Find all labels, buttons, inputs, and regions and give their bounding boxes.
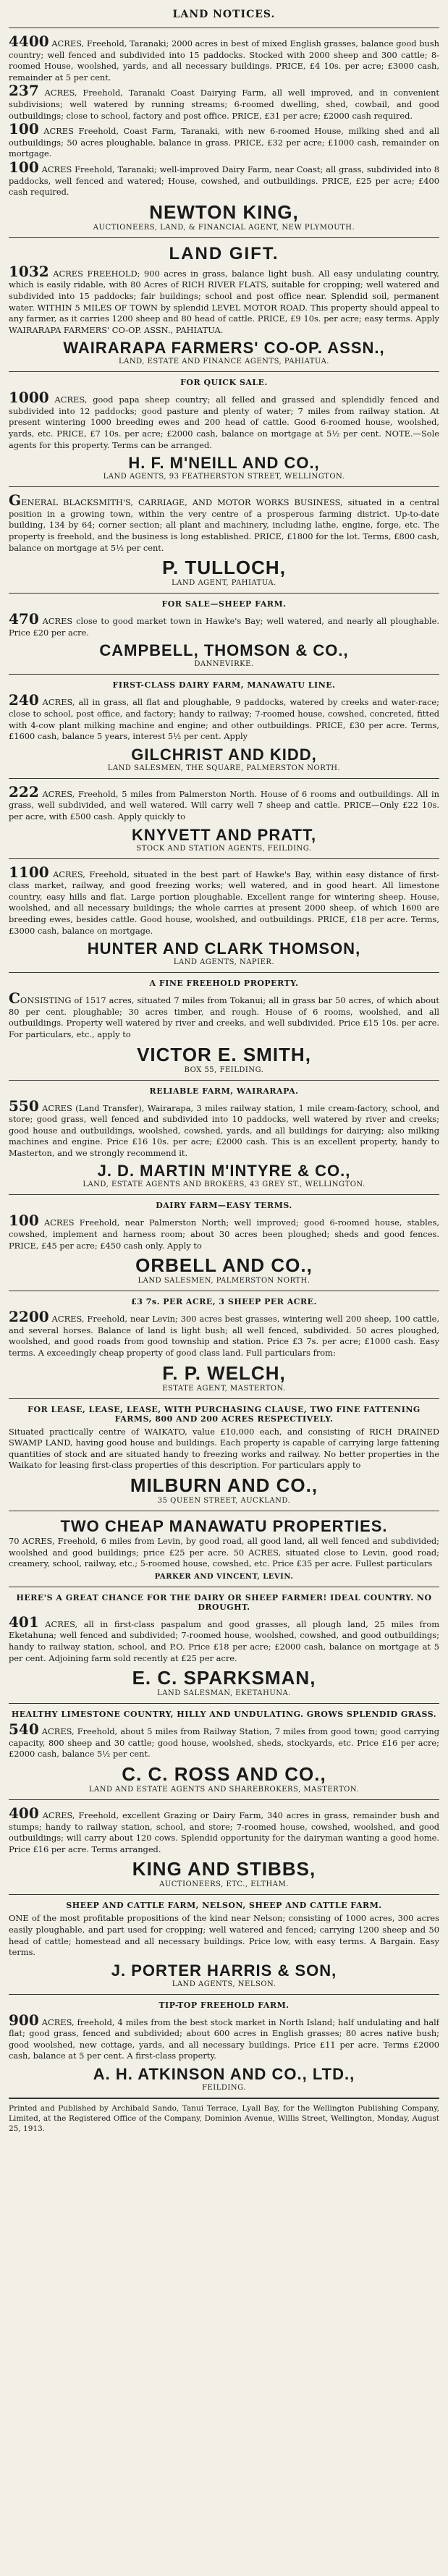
manawatu-dairy-ad	[9, 674, 439, 777]
agent-tagline: BOX 55, FEILDING.	[184, 1065, 264, 1074]
hawkes-bay-ad	[9, 858, 439, 973]
ad-title: LAND GIFT.	[169, 243, 279, 263]
ad-title: FOR LEASE, LEASE, LEASE, WITH PURCHASING CLAUSE, TWO FINE FATTENING FARMS, 800 AND 200 ACRES RESPECTIVELY.	[28, 1404, 420, 1424]
agent-name: NEWTON KING,	[149, 200, 299, 223]
agent-tagline: AUCTIONEERS, ETC., ELTHAM.	[159, 1880, 289, 1889]
ad-title: DAIRY FARM—EASY TERMS.	[156, 1201, 292, 1211]
listing: 1100 ACRES, Freehold, situated in the best part of Hawke's Bay, within easy distance of first-class market, railway, and good freezing works; well watered, and in good heart. All limestone country, easy hills and flat. Large portion ploughable. Excellent range for wintering sheep. House, woolshed, and all necessary buildings; the whole carries at present 2000 sheep, of which 1600 are breeding ewes, besides cattle. Good house, woolshed, and outbuildings. PRICE, £18 per acre. Terms, £3000 cash, balance on mortgage.	[9, 863, 439, 936]
ad-title: FOR SALE—SHEEP FARM.	[161, 599, 287, 609]
tiptop-ad	[9, 1994, 439, 2098]
listing: 70 ACRES, Freehold, 6 miles from Levin, by good road, all good land, all well fenced and subdivided; woolshed and good buildings; price £25 per acre. 50 ACRES, situated close to Levin, good road; creamery, school, railway, etc.; 5-roomed house, cowshed, etc. Price £35 per acre. Fullest particulars	[9, 1536, 439, 1569]
agent-tagline: AUCTIONEERS, LAND, & FINANCIAL AGENT, NEW PLYMOUTH.	[93, 223, 355, 232]
agent-block	[9, 1162, 439, 1188]
listing: CONSISTING of 1517 acres, situated 7 miles from Tokanui; all in grass bar 50 acres, of which about 80 per cent. ploughable; 30 acres timber, and rough. House of 6 rooms, woolshed, and all outbuildings. Property well watered by river and creeks, and well subdivided. Price £15 10s. per acre. For particulars, etc., apply to	[9, 989, 439, 1039]
agent-name: ORBELL AND CO.,	[135, 1254, 313, 1277]
imprint	[9, 2098, 439, 2140]
ad-title: RELIABLE FARM, WAIRARAPA.	[149, 1086, 299, 1096]
limestone-ad	[9, 1703, 439, 1799]
eltham-ad	[9, 1799, 439, 1894]
listing-3: 100 ACRES Freehold, Coast Farm, Taranaki, with new 6-roomed House, milking shed and all outbuildings; 50 acres ploughable, balance in grass. PRICE, £32 per acre; £1000 cash, remainder on mortgage.	[9, 120, 439, 159]
agent-tagline: STOCK AND STATION AGENTS, FEILDING.	[136, 844, 312, 853]
listing: 550 ACRES (Land Transfer), Wairarapa, 3 miles railway station, 1 mile cream-factory, school, and store; good grass, well fenced and subdivided into 10 paddocks, well watered by river and creeks; good house and outbuildings, woolshed, cowshed, yards, and all buildings for dairying; also milking machines and engine. Price £16 10s. per acre; £2000 cash. This is an excellent property, handy to Masterton, and we strongly recommend it.	[9, 1097, 439, 1158]
agent-block	[9, 939, 439, 966]
listing: 540 ACRES, Freehold, about 5 miles from Railway Station, 7 miles from good town; good carrying capacity, 800 sheep and 30 cattle; good house, woolshed, sheds, stockyards, etc. Price £16 per acre; £2000 cash, balance 5½ per cent.	[9, 1720, 439, 1760]
agent-block	[9, 201, 439, 232]
agent-tagline: ESTATE AGENT, MASTERTON.	[162, 1384, 286, 1393]
agent-name: GILCHRIST AND KIDD,	[131, 745, 317, 764]
agent-tagline: LAND SALESMEN, PALMERSTON NORTH.	[138, 1277, 310, 1285]
newspaper-page	[9, 6, 439, 2564]
agent-tagline: LAND AND ESTATE AGENTS AND SHAREBROKERS, MASTERTON.	[88, 1785, 360, 1794]
agent-block	[9, 1254, 439, 1285]
agent-block	[9, 1858, 439, 1888]
imprint-text: Printed and Published by Archibald Sando, Tanui Terrace, Lyall Bay, for the Wellington Publishing Company, Limited, at the Registered Office of the Company, Dominion Avenue, Willis Street, Wellington, Monday, August 25, 1913.	[9, 2104, 439, 2134]
ad-title: TWO CHEAP MANAWATU PROPERTIES.	[60, 1517, 388, 1535]
land-gift-ad	[9, 237, 439, 372]
agent-name: KNYVETT AND PRATT,	[131, 825, 317, 844]
listing: 900 ACRES, freehold, 4 miles from the best stock market in North Island; half undulating and half flat; good grass, fenced and subdivided; about 600 acres in English grasses; 80 acres native bush; good woolshed, new cottage, yards, and all necessary buildings. Price £11 per acre. Terms £2000 cash, balance at 5 per cent. A first-class property.	[9, 2011, 439, 2061]
listing: 240 ACRES, all in grass, all flat and ploughable, 9 paddocks, watered by creeks and water-race; close to school, post office, and factory; handy to railway; 7-roomed house, cowshed, concreted, fitted with 4-cow plant milking machine and engine; and other outbuildings. PRICE, £30 per acre. Terms, £1600 cash, balance 5 years, interest 5½ per cent. Apply	[9, 691, 439, 742]
agent-block	[9, 2065, 439, 2092]
agent-tagline: LAND AGENTS, 93 FEATHERSTON STREET, WELLINGTON.	[103, 473, 345, 481]
ad-title: FOR QUICK SALE.	[180, 378, 268, 388]
ideal-country-ad	[9, 1587, 439, 1703]
newton-king-ad	[9, 28, 439, 237]
agent-block	[9, 1763, 439, 1794]
levin-sheep-ad	[9, 1291, 439, 1398]
listing: Situated practically centre of WAIKATO, value £10,000 each, and consisting of RICH DRAINED SWAMP LAND, having good house and buildings. Each property is capable of carrying large fattening quantities of stock and are situated handy to freezing works and railway. No better properties in the Waikato for leasing first-class properties of this description. For particulars apply to	[9, 1426, 439, 1471]
agent-block	[9, 826, 439, 853]
agent-block	[9, 1573, 439, 1581]
listing-2: 237 ACRES, Freehold, Taranaki Coast Dairying Farm, all well improved, and in convenient subdivisions; well watered by running streams; 6-roomed dwelling, shed, cowbail, and good outbuildings; close to school, factory and post office. PRICE, £31 per acre; £2000 cash required.	[9, 82, 439, 121]
two-manawatu-ad	[9, 1511, 439, 1587]
agent-name: F. P. WELCH,	[162, 1361, 286, 1384]
agent-name: J. PORTER HARRIS & SON,	[111, 1961, 337, 1980]
agent-tagline: LAND SALESMEN, THE SQUARE, PALMERSTON NORTH.	[107, 764, 341, 772]
agent-tagline: LAND AGENTS, NELSON.	[172, 1980, 276, 1988]
agent-name: A. H. ATKINSON AND CO., LTD.,	[93, 2065, 355, 2084]
agent-block	[9, 1667, 439, 1697]
ad-title: HEALTHY LIMESTONE COUNTRY, HILLY AND UNDULATING. GROWS SPLENDID GRASS.	[11, 1710, 437, 1720]
agent-block	[9, 1961, 439, 1988]
listing: GENERAL BLACKSMITH'S, CARRIAGE, AND MOTOR WORKS BUSINESS, situated in a central position in a growing town, within the very centre of a prosperous farming district. Up-to-date building, 134 by 64; corner section; all plant and machinery, including lathe, engine, forge, etc. The property is freehold, and the business is long established. PRICE, £1800 for the lot. Terms, £800 cash, balance on mortgage at 5½ per cent.	[9, 491, 439, 553]
agent-tagline: LAND SALESMAN, EKETAHUNA.	[157, 1689, 291, 1698]
agent-block	[9, 557, 439, 587]
agent-name: HUNTER AND CLARK THOMSON,	[87, 939, 361, 958]
ad-title: HERE'S A GREAT CHANCE FOR THE DAIRY OR SHEEP FARMER! IDEAL COUNTRY. NO DROUGHT.	[16, 1592, 432, 1612]
agent-name: J. D. MARTIN M'INTYRE & CO.,	[97, 1162, 351, 1181]
listing-4: 100 ACRES Freehold, Taranaki; well-improved Dairy Farm, near Coast; all grass, subdivided into 8 paddocks, well fenced and watered; House, cowshed, and outbuildings. PRICE, £25 per acre; £400 cash required.	[9, 158, 439, 198]
agent-tagline: LAND AGENTS, NAPIER.	[173, 958, 275, 967]
agent-name: WAIRARAPA FARMERS' CO-OP. ASSN.,	[63, 339, 385, 358]
ad-title: A FINE FREEHOLD PROPERTY.	[149, 979, 299, 989]
agent-tagline: LAND AGENT, PAHIATUA.	[172, 579, 276, 588]
sheep-farm-ad	[9, 593, 439, 674]
agent-block	[9, 1474, 439, 1505]
agent-tagline: FEILDING.	[202, 2084, 246, 2093]
waikato-lease-ad	[9, 1398, 439, 1511]
agent-name: P. TULLOCH,	[162, 557, 286, 579]
blacksmith-ad	[9, 486, 439, 593]
listing: 222 ACRES, Freehold, 5 miles from Palmerston North. House of 6 rooms and outbuildings. All in grass, well subdivided, and well watered. Will carry well 7 sheep and cattle. PRICE—Only £22 10s. per acre, with £500 cash. Apply quickly to	[9, 782, 439, 822]
dairy-easy-terms-ad	[9, 1194, 439, 1291]
feilding-ad	[9, 778, 439, 858]
quick-sale-ad	[9, 371, 439, 486]
agent-block	[9, 1362, 439, 1393]
agent-block	[9, 454, 439, 481]
agent-tagline: DANNEVIRKE.	[194, 660, 254, 669]
agent-name: VICTOR E. SMITH,	[137, 1043, 311, 1065]
listing: 100 ACRES Freehold, near Palmerston North; well improved; good 6-roomed house, stables, cowshed, implement and harness room; about 30 acres been ploughed; sheds and good fences. PRICE, £45 per acre; £450 cash only. Apply to	[9, 1212, 439, 1251]
listing: ONE of the most profitable propositions of the kind near Nelson; consisting of 1000 acres, 300 acres easily ploughable, and part used for cropping; well watered and fenced; carrying 1200 sheep and 50 head of cattle; homestead and all necessary buildings. Price low, with easy terms. A Bargain. Easy terms.	[9, 1913, 439, 1958]
agent-name: H. F. M'NEILL AND CO.,	[128, 454, 320, 473]
ad-title: £3 7s. PER ACRE, 3 SHEEP PER ACRE.	[131, 1297, 317, 1307]
listing: 1032 ACRES FREEHOLD; 900 acres in grass, balance light bush. All easy undulating country, which is easily ridable, with 80 Acres of RICH RIVER FLATS, suitable for cropping; well watered and subdivided into 15 paddocks; fair buildings; school and post office near. Splendid soil, permanent water. WITHIN 5 MILES OF TOWN by splendid LEVEL MOTOR ROAD. This property should appeal to any farmer, as it carries 1200 sheep and 80 head of cattle. PRICE, £9 10s. per acre; easy terms. Apply WAIRARAPA FARMERS' CO-OP. ASSN., PAHIATUA.	[9, 262, 439, 335]
fine-freehold-ad	[9, 972, 439, 1079]
listing: 400 ACRES, Freehold, excellent Grazing or Dairy Farm, 340 acres in grass, remainder bush and stumps; handy to railway station, school, and store; 7-roomed house, cowshed, woolshed, and good outbuildings; will carry about 120 cows. Splendid opportunity for the dairyman wanting a good home. Price £16 per acre. Terms arranged.	[9, 1804, 439, 1854]
agent-tagline: 35 QUEEN STREET, AUCKLAND.	[157, 1497, 291, 1505]
ad-title: TIP-TOP FREEHOLD FARM.	[159, 2000, 289, 2010]
listing: 1000 ACRES, good papa sheep country; all felled and grassed and splendidly fenced and subdivided into 12 paddocks; good pasture and plenty of water; 7 miles from railway station. At present wintering 1000 breeding ewes and 200 head of cattle. Good 6-roomed house, woolshed, yards, etc. PRICE, £7 10s. per acre; £2000 cash, balance on mortgage at 5½ per cent. NOTE.—Sole agents for this property. Terms can be arranged.	[9, 389, 439, 450]
ad-title: FIRST-CLASS DAIRY FARM, MANAWATU LINE.	[112, 680, 336, 691]
agent-name: PARKER AND VINCENT, LEVIN.	[154, 1572, 294, 1581]
listing-1: 4400 ACRES, Freehold, Taranaki; 2000 acres in best of mixed English grasses, balance good bush country; well fenced and subdivided into 15 paddocks. Stocked with 2000 sheep and 300 cattle; 8-roomed House, woolshed, yards, and all necessary buildings. PRICE, £4 10s. per acre; £3000 cash, remainder at 5 per cent.	[9, 33, 439, 83]
agent-block	[9, 339, 439, 366]
agent-name: MILBURN AND CO.,	[130, 1474, 318, 1496]
ad-title: SHEEP AND CATTLE FARM, NELSON, SHEEP AND CATTLE FARM.	[66, 1901, 382, 1911]
agent-block	[9, 746, 439, 772]
agent-block	[9, 641, 439, 668]
agent-name: C. C. ROSS AND CO.,	[122, 1762, 326, 1785]
agent-name: KING AND STIBBS,	[132, 1858, 316, 1880]
listing: 401 ACRES, all in first-class paspalum and good grasses, all plough land, 25 miles from Eketahuna; well fenced and subdivided; 7-roomed house, woolshed, cowshed, and good outbuildings; handy to railway station, school, and P.O. Price £18 per acre; £2000 cash, balance on mortgage at 5 per cent. Adjoining farm sold recently at £25 per acre.	[9, 1613, 439, 1663]
agent-tagline: LAND, ESTATE AGENTS AND BROKERS, 43 GREY ST., WELLINGTON.	[83, 1181, 365, 1189]
listing: 2200 ACRES, Freehold, near Levin; 300 acres best grasses, wintering well 200 sheep, 100 cattle, and several horses. Balance of land is light bush; all well fenced, subdivided. 50 acres ploughed, woolshed, and good roads from good township and station. Price £3 7s. per acre; £1000 cash. Easy terms. A exceedingly cheap property of good class land. Full particulars from:	[9, 1308, 439, 1359]
reliable-farm-ad	[9, 1080, 439, 1195]
section-heading: LAND NOTICES.	[172, 9, 276, 20]
agent-block	[9, 1044, 439, 1074]
agent-name: CAMPBELL, THOMSON & CO.,	[99, 641, 349, 660]
agent-name: E. C. SPARKSMAN,	[132, 1667, 316, 1689]
listing: 470 ACRES close to good market town in Hawke's Bay; well watered, and nearly all ploughable. Price £20 per acre.	[9, 610, 439, 638]
agent-tagline: LAND, ESTATE AND FINANCE AGENTS, PAHIATUA.	[119, 358, 329, 366]
nelson-ad	[9, 1894, 439, 1993]
